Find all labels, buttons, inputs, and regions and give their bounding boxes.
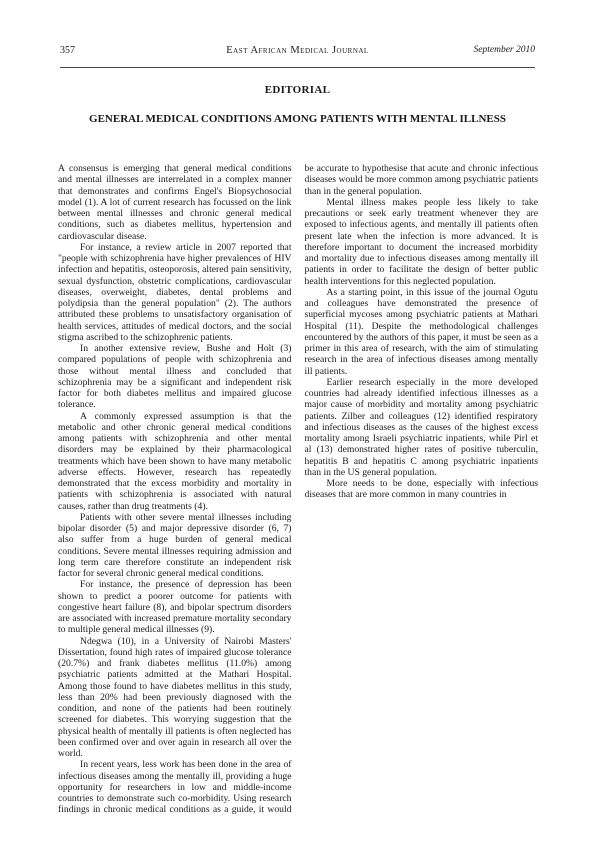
article-body — [58, 163, 538, 823]
paragraph: Patients with other severe mental illnesses including bipolar disorder (5) and major depressive disorder (6, 7) also suffer from a huge burden of general medical conditions. Severe mental illnesses requiring admission and long term care therefore constitute an independent risk factor for several chronic general medical conditions. — [58, 511, 292, 579]
paragraph: For instance, the presence of depression has been shown to predict a poorer outcome for patients with congestive heart failure (8), and bipolar spectrum disorders are associated with increased premature mortality secondary to multiple general medical illnesses (9). — [58, 579, 292, 636]
paragraph: Mental illness makes people less likely to take precautions or seek early treatment whenever they are exposed to infectious agents, and mentally ill patients often present late when the infection is more advanced. It is therefore important to document the increased morbidity and mortality due to infectious diseases among mentally ill patients in order to facilitate the design of better public health interventions for this neglected population. — [304, 196, 538, 287]
paragraph: As a starting point, in this issue of the journal Ogutu and colleagues have demonstrated the presence of superficial mycoses among psychiatric patients at Mathari Hospital (11). Despite the methodological challenges encountered by the authors of this paper, it must be seen as a primer in this area of research, with the aim of stimulating research in the area of infectious diseases among mentally ill patients. — [304, 286, 538, 377]
paragraph: In another extensive review, Bushe and Holt (3) compared populations of people with schizophrenia and those without mental illness and concluded that schizophrenia may be a significant and independent risk factor for both diabetes mellitus and impaired glucose tolerance. — [58, 343, 292, 411]
running-header — [60, 45, 535, 59]
paragraph: Ndegwa (10), in a University of Nairobi Masters' Dissertation, found high rates of impaired glucose tolerance (20.7%) and frank diabetes mellitus (11.0%) among psychiatric patients admitted at the Mathari Hospital. Among those found to have diabetes mellitus in this study, less than 20% had been previously diagnosed with the condition, and none of the patients had been routinely screened for diabetes. This worrying suggestion that the physical health of mentally ill patients is often neglected has been confirmed over and over again in research all over the world. — [58, 635, 292, 759]
article-title: GENERAL MEDICAL CONDITIONS AMONG PATIENTS WITH MENTAL ILLNESS — [89, 113, 506, 125]
section-heading: EDITORIAL — [264, 84, 331, 96]
issue-date: September 2010 — [473, 45, 535, 55]
paragraph: A commonly expressed assumption is that the metabolic and other chronic general medical conditions among patients with schizophrenia and other mental disorders may be explained by their pharmacological treatments which have been shown to have many metabolic adverse effects. However, research has repeatedly demonstrated that the excess morbidity and mortality in patients with schizophrenia is associated with natural causes, rather than drug treatments (4). — [58, 410, 292, 512]
paragraph: More needs to be done, especially with infectious diseases that are more common in many countries in — [304, 478, 538, 501]
paragraph: For instance, a review article in 2007 reported that "people with schizophrenia have higher prevalences of HIV infection and hepatitis, osteoporosis, altered pain sensitivity, sexual dysfunction, obstetric complications, cardiovascular diseases, overweight, diabetes, dental problems and polydipsia than the general population" (2). The authors attributed these problems to unsatisfactory organisation of health services, attitudes of medical doctors, and the social stigma ascribed to the schizophrenic patients. — [58, 241, 292, 343]
journal-name: East African Medical Journal — [226, 45, 369, 56]
paragraph: Earlier research especially in the more developed countries had already identified infectious illnesses as a major cause of morbidity and mortality among psychiatric patients. Zilber and colleagues (12) identified respiratory and infectious diseases as the causes of the highest excess mortality among Israeli psychiatric inpatients, while Pirl et al (13) demonstrated higher rates of positive tuberculin, hepatitis B and hepatitis C among psychiatric inpatients than in the US general population. — [304, 376, 538, 478]
paragraph: A consensus is emerging that general medical conditions and mental illnesses are interrelated in a complex manner that demonstrates and confirms Engel's Biopsychosocial model (1). A lot of current research has focussed on the link between mental illnesses and chronic general medical conditions, such as diabetes mellitus, hypertension and cardiovascular disease. — [58, 163, 292, 242]
header-rule — [60, 67, 535, 68]
paragraph: In recent years, less work has been done in the area of infectious diseases among the mentally ill, providing a huge opportunity for researchers in low and middle-income countries to demonstrate such co-morbidity. Using research findings in chronic medical conditions as a guide, it would be accurate to hypothesise that acute and chronic infectious diseases would be more common among psychiatric patients than in the general population. — [58, 163, 538, 816]
page-number: 357 — [60, 45, 75, 56]
